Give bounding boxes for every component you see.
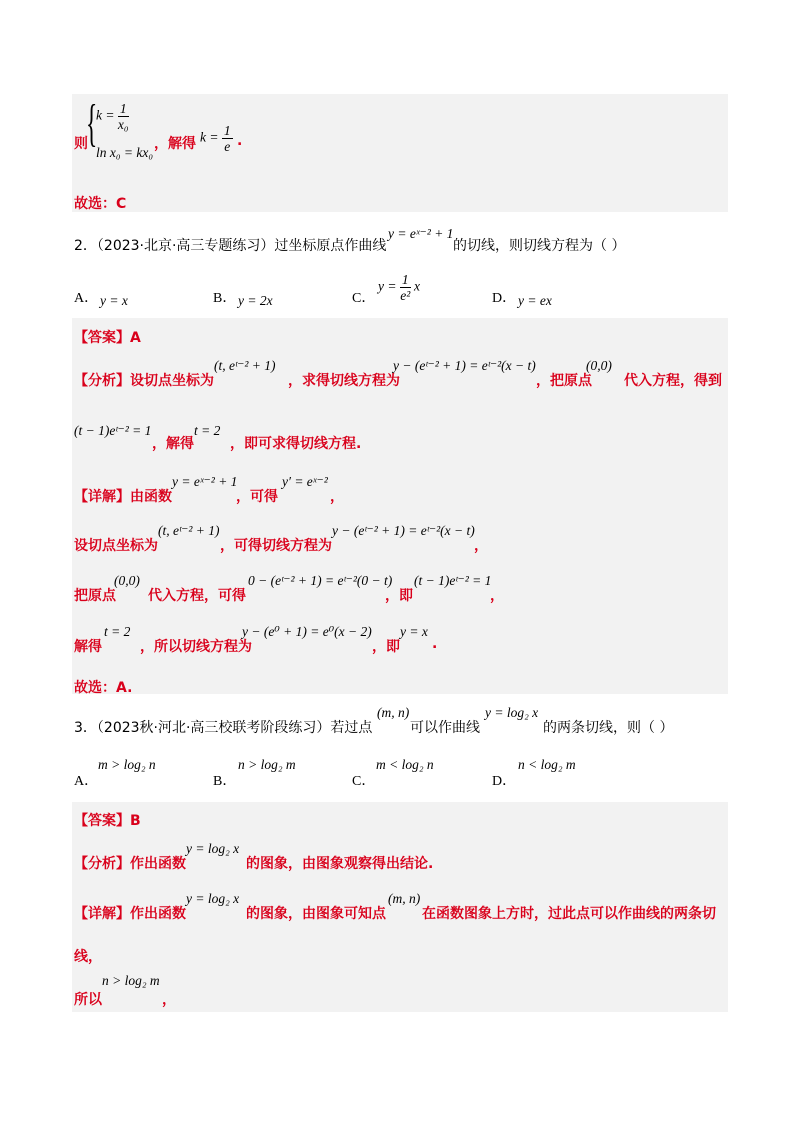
- q2-analysis-p1: 【分析】设切点坐标为: [74, 373, 214, 389]
- q2-detail-l4m2: y − (e⁰ + 1) = e⁰(x − 2): [242, 624, 372, 639]
- q2-detail-l3b: 代入方程，可得: [148, 588, 246, 604]
- q2-analysis-p6: ，即可求得切线方程.: [230, 436, 362, 452]
- q2-detail-l4m3: y = x: [400, 624, 428, 639]
- q2-option-b-label: B．: [213, 291, 237, 306]
- q2-detail-l4a: 解得: [74, 639, 102, 655]
- q2-detail-l3m3: (t − 1)eᵗ⁻² = 1: [414, 573, 492, 588]
- q3-analysis-m1: y = log₂ x: [186, 841, 240, 856]
- q3-detail-l2: 线，: [74, 949, 102, 965]
- q3-stem: 3．（2023秋·河北·高三校联考阶段练习）若过点: [74, 720, 373, 736]
- q3-option-c: m < log₂ n: [376, 757, 434, 772]
- q2-curve: y = eˣ⁻² + 1: [388, 226, 454, 241]
- q3-detail-m1: y = log₂ x: [186, 891, 240, 906]
- q3-stem-tail: 的两条切线，则（ ）: [543, 720, 674, 736]
- q2-final: 故选：A.: [74, 680, 133, 696]
- q2-detail-l4c: ，即: [372, 639, 400, 655]
- q2-detail-l4m1: t = 2: [104, 624, 131, 639]
- q2-option-c: y = $\frac{1}{\text{e²}}$ x: [378, 272, 420, 303]
- q2-detail-l2m1: (t, eᵗ⁻² + 1): [158, 523, 220, 538]
- then-label: 则: [74, 136, 88, 152]
- q2-analysis-m5: t = 2: [194, 423, 221, 438]
- q2-analysis-m1: (t, eᵗ⁻² + 1): [214, 358, 276, 373]
- q2-detail-l4b: ，所以切线方程为: [140, 639, 252, 655]
- q3-point: (m, n): [377, 705, 410, 720]
- q3-detail-l3a: 所以: [74, 992, 102, 1008]
- q3-option-b-label: B．: [213, 774, 237, 789]
- q2-detail-l4d: .: [432, 636, 438, 652]
- q2-detail-l2b: ，可得切线方程为: [220, 538, 332, 554]
- q2-option-d: y = ex: [518, 293, 552, 308]
- q3-detail-p1: 【详解】作出函数: [74, 906, 186, 922]
- q2-answer: 【答案】A: [74, 330, 141, 346]
- q3-curve: y = log₂ x: [485, 705, 539, 720]
- q2-stem-tail: 的切线，则切线方程为（ ）: [453, 238, 626, 254]
- q2-detail-l2c: ，: [474, 538, 488, 554]
- q2-analysis-p5: ，解得: [152, 436, 194, 452]
- left-brace: {: [86, 95, 98, 152]
- q2-analysis-m2: y − (eᵗ⁻² + 1) = eᵗ⁻²(x − t): [393, 358, 536, 373]
- q2-option-b: y = 2x: [238, 293, 273, 308]
- q2-analysis-p4: 代入方程，得到: [624, 373, 722, 389]
- q2-detail-p1: 【详解】由函数: [74, 489, 172, 505]
- q3-option-d: n < log₂ m: [518, 757, 576, 772]
- q2-detail-l3c: ，即: [385, 588, 413, 604]
- q2-detail-l2m2: y − (eᵗ⁻² + 1) = eᵗ⁻²(x − t): [332, 523, 475, 538]
- answer-c: 故选：C: [74, 196, 127, 212]
- q2-detail-l3m2: 0 − (eᵗ⁻² + 1) = eᵗ⁻²(0 − t): [248, 573, 393, 588]
- solution-block-top: [72, 94, 728, 212]
- q2-option-d-label: D．: [492, 291, 517, 306]
- result-period: .: [237, 133, 243, 149]
- q2-analysis-m3: (0,0): [586, 358, 612, 373]
- q2-detail-m2: y′ = eˣ⁻²: [282, 474, 328, 489]
- k-result: k = $\frac{1}{e}$: [200, 123, 231, 154]
- q2-analysis-p2: ，求得切线方程为: [288, 373, 400, 389]
- q2-detail-p2: ，可得: [236, 489, 278, 505]
- system-line-2: ln x₀ = kx₀: [96, 145, 154, 160]
- q2-analysis-p3: ，把原点: [536, 373, 592, 389]
- q3-detail-l3m: n > log₂ m: [102, 973, 160, 988]
- q2-detail-p3: ，: [330, 489, 344, 505]
- q2-detail-m1: y = eˣ⁻² + 1: [172, 474, 238, 489]
- q2-option-a-label: A．: [74, 291, 99, 306]
- q3-analysis-p1: 【分析】作出函数: [74, 856, 186, 872]
- q3-option-d-label: D．: [492, 774, 517, 789]
- q3-option-a-label: A．: [74, 774, 99, 789]
- q3-option-a: m > log₂ n: [98, 757, 156, 772]
- q2-detail-l3d: ，: [490, 588, 504, 604]
- q3-option-c-label: C．: [352, 774, 376, 789]
- q3-detail-p3: 在函数图象上方时，过此点可以作曲线的两条切: [422, 906, 716, 922]
- q3-answer: 【答案】B: [74, 813, 141, 829]
- q2-detail-l3a: 把原点: [74, 588, 116, 604]
- system-line-1: k = $\frac{1}{\text{x₀}}$: [96, 101, 129, 132]
- q3-option-b: n > log₂ m: [238, 757, 296, 772]
- solve-text: ，解得: [154, 136, 196, 152]
- q2-analysis-m4: (t − 1)eᵗ⁻² = 1: [74, 423, 152, 438]
- q3-stem-mid: 可以作曲线: [410, 720, 480, 736]
- q2-detail-l3m1: (0,0): [114, 573, 140, 588]
- q2-detail-l2a: 设切点坐标为: [74, 538, 158, 554]
- q2-option-c-label: C．: [352, 291, 376, 306]
- q3-detail-l3b: ，: [162, 992, 176, 1008]
- q2-stem: 2．（2023·北京·高三专题练习）过坐标原点作曲线: [74, 238, 387, 254]
- q3-detail-p2: 的图象，由图象可知点: [246, 906, 386, 922]
- q3-analysis-p2: 的图象，由图象观察得出结论.: [246, 856, 434, 872]
- q3-detail-m2: (m, n): [388, 891, 421, 906]
- q2-option-a: y = x: [100, 293, 128, 308]
